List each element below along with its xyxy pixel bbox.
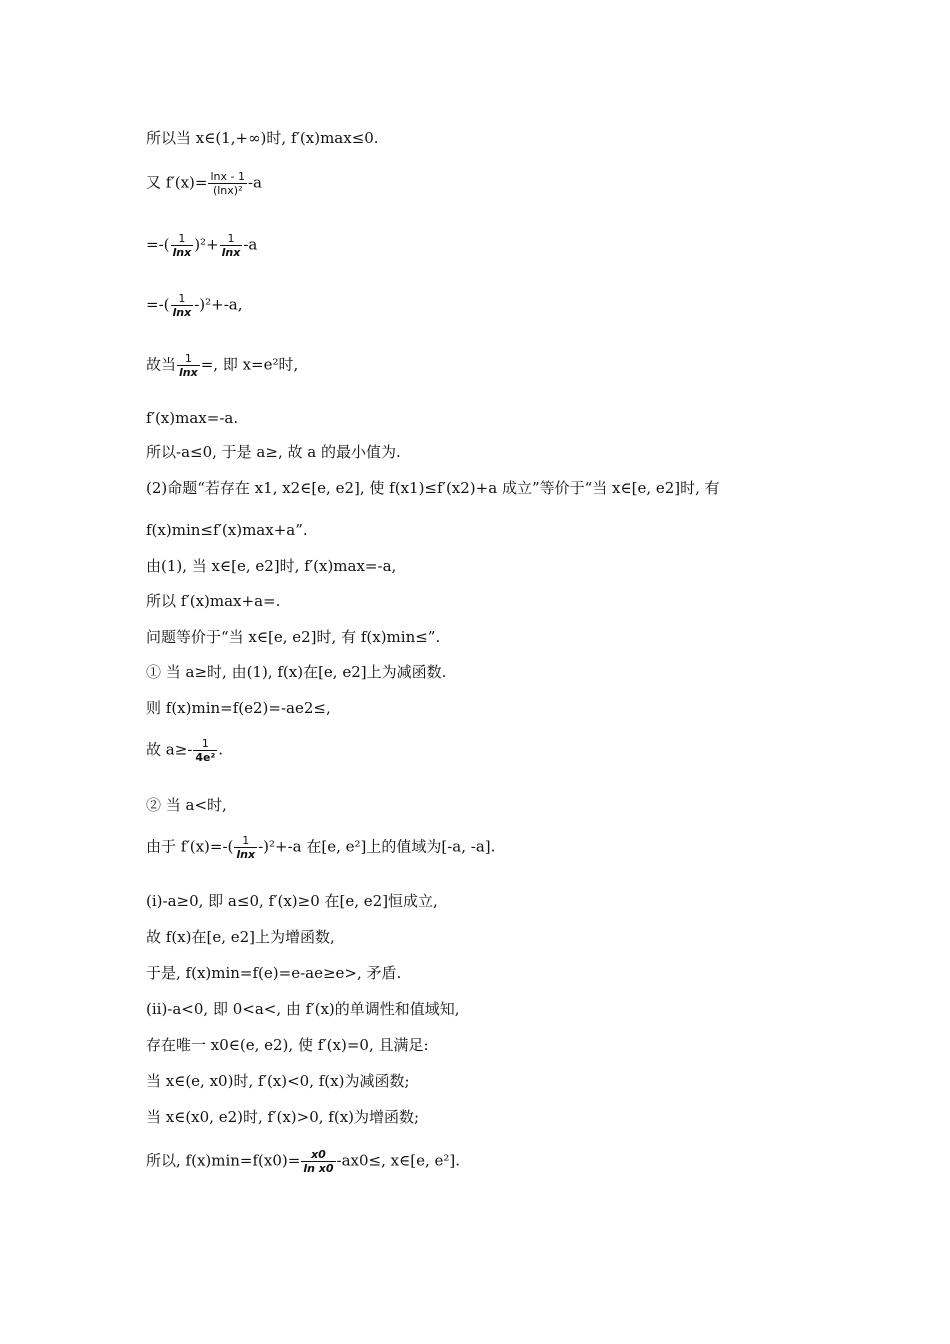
text-line [146,737,223,764]
fraction-denominator: lnx [221,246,241,259]
text-line: 当 x∈(e, x0)时, f′(x)<0, f(x)为减函数; [146,1072,410,1090]
text-line [146,170,262,197]
fraction-numerator: x0 [301,1148,335,1162]
fraction [171,292,194,319]
text-line: 则 f(x)min=f(e2)=-ae2≤, [146,699,331,717]
text-span: -)²+-a 在[e, e²]上的值域为[-a, -a]. [258,837,496,856]
text-line [146,834,495,861]
fraction-numerator: 1 [193,737,217,751]
fraction [171,232,194,259]
text-line [146,232,257,259]
text-line: 故 f(x)在[e, e2]上为增函数, [146,928,335,946]
fraction [220,232,243,259]
text-span: 由于 f′(x)=-( [146,837,234,856]
fraction-denominator: lnx [172,306,192,319]
text-span: -a [247,173,262,192]
fraction-numerator: 1 [171,232,194,246]
text-line [146,1148,460,1175]
text-span: =-( [146,295,170,314]
fraction [177,352,200,379]
fraction-numerator: 1 [234,834,257,848]
fraction-denominator: (lnx)² [212,184,243,197]
text-line: ① 当 a≥时, 由(1), f(x)在[e, e2]上为减函数. [146,663,447,681]
text-span: 所以, f(x)min=f(x0)= [146,1151,301,1170]
text-line: 于是, f(x)min=f(e)=e-ae≥e>, 矛盾. [146,964,402,982]
text-line: 问题等价于“当 x∈[e, e2]时, 有 f(x)min≤”. [146,628,441,646]
text-span: -)²+-a, [194,295,243,314]
fraction-denominator: ln x0 [303,1162,334,1175]
text-span: =-( [146,235,170,254]
fraction-numerator: lnx - 1 [210,170,245,183]
fraction-numerator: 1 [220,232,243,246]
text-line: (i)-a≥0, 即 a≤0, f′(x)≥0 在[e, e2]恒成立, [146,892,438,910]
text-line: (2)命题“若存在 x1, x2∈[e, e2], 使 f(x1)≤f′(x2)+a 成立”等价于“当 x∈[e, e2]时, 有 [146,479,720,497]
fraction [193,737,217,764]
text-span: )²+ [194,235,219,254]
text-span: 又 f′(x)= [146,173,208,192]
text-span: 故 a≥- [146,740,193,759]
text-line: 所以-a≤0, 于是 a≥, 故 a 的最小值为. [146,443,401,461]
text-line: 由(1), 当 x∈[e, e2]时, f′(x)max=-a, [146,557,397,575]
fraction-numerator: 1 [177,352,200,366]
fraction-numerator: 1 [171,292,194,306]
fraction [234,834,257,861]
fraction-denominator: lnx [179,366,198,379]
text-span: 故当 [146,355,177,374]
text-line [146,292,242,319]
fraction-denominator: lnx [236,848,256,861]
text-line: ② 当 a<时, [146,796,227,814]
text-line: f(x)min≤f′(x)max+a”. [146,521,308,539]
fraction-denominator: 4e² [195,751,216,764]
text-span: -a [243,235,258,254]
text-line: 所以当 x∈(1,+∞)时, f′(x)max≤0. [146,129,379,147]
fraction-denominator: lnx [172,246,192,259]
text-span: . [218,740,224,759]
fraction [208,170,247,197]
text-line [146,352,298,379]
text-span: =, 即 x=e²时, [200,355,299,374]
text-line: 当 x∈(x0, e2)时, f′(x)>0, f(x)为增函数; [146,1108,420,1126]
text-line: 存在唯一 x0∈(e, e2), 使 f′(x)=0, 且满足: [146,1036,429,1054]
text-line: (ii)-a<0, 即 0<a<, 由 f′(x)的单调性和值域知, [146,1000,460,1018]
fraction [301,1148,335,1175]
text-span: -ax0≤, x∈[e, e²]. [336,1151,460,1170]
text-line: f′(x)max=-a. [146,409,239,427]
text-line: 所以 f′(x)max+a=. [146,592,281,610]
